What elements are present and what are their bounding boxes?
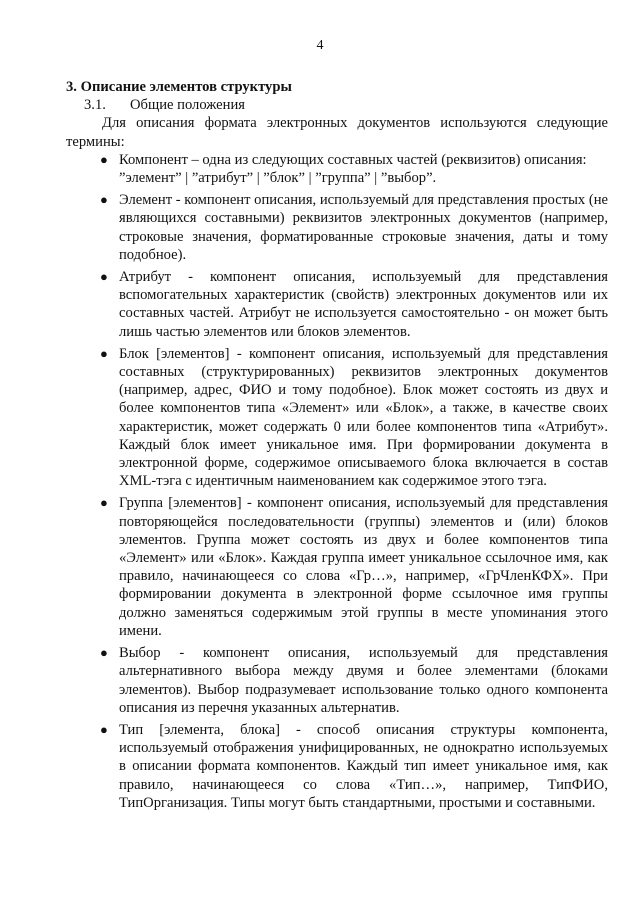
- bullet-icon: ●: [100, 151, 108, 167]
- term-text: Группа [элементов] - компонент описания, используемый для представления повторяющейся последовательности (группы) элементов и (или) блоков элементов. Группа может состоять из двух и более компонентов типа «Элемент» или «Блок». Каждая группа имеет уникальное ссылочное имя, как правило, начинающееся со слова «Гр…», например, «ГрЧленКФХ». При формировании документа в электронной форме ссылочное имя группы должно заменяться содержимым этой группы в месте упоминания этого имени.: [119, 495, 608, 639]
- bullet-icon: ●: [100, 721, 108, 737]
- term-text: Элемент - компонент описания, используемый для представления простых (не являющихся составными) реквизитов электронных документов (например, строковые значения, форматированные строковые значения, даты и тому подобное).: [119, 192, 608, 263]
- term-text: Тип [элемента, блока] - способ описания структуры компонента, используемый отображения унифицированных, не однократно используемых в описании формата компонентов. Каждый тип имеет уникальное имя, как правило, начинающееся со слова «Тип…», например, ТипФИО, ТипОрганизация. Типы могут быть стандартными, простыми и составными.: [119, 721, 608, 811]
- bullet-icon: ●: [100, 345, 108, 361]
- bullet-icon: ●: [100, 495, 108, 511]
- term-item-choice: [66, 644, 608, 717]
- term-text: Компонент – одна из следующих составных частей (реквизитов) описания:: [119, 151, 587, 168]
- terms-list: [66, 151, 608, 812]
- term-item-group: [66, 494, 608, 640]
- term-item-type: [66, 721, 608, 812]
- term-text: Выбор - компонент описания, используемый для представления альтернативного выбора между двумя и более элементами (блоками элементов). Выбор подразумевает использование только одного компонента описания из перечня указанных альтернатив.: [119, 645, 608, 716]
- term-text-continuation: ”элемент” | ”атрибут” | ”блок” | ”группа” | ”выбор”.: [119, 170, 437, 187]
- subsection-number: 3.1.: [84, 97, 106, 114]
- term-item-attribute: [66, 268, 608, 341]
- section-content: [66, 78, 608, 816]
- page-number: 4: [316, 38, 324, 53]
- subsection-title: Общие положения: [130, 97, 245, 114]
- section-heading: 3. Описание элементов структуры: [66, 79, 292, 95]
- bullet-icon: ●: [100, 269, 108, 285]
- term-item-element: [66, 191, 608, 264]
- intro-paragraph: Для описания формата электронных документов используются следующие термины:: [66, 115, 608, 150]
- term-text: Блок [элементов] - компонент описания, используемый для представления составных (структурированных) реквизитов электронных документов (например, адрес, ФИО и тому подобное). Блок может состоять из двух и более компонентов типа «Элемент» или «Блок», а также, в качестве своих характеристик, может содержать 0 или более компонентов типа «Атрибут». Каждый блок имеет уникальное имя. При формировании документа в электронной форме, содержимое описываемого блока включается в состав XML-тэга с идентичным наименованием как содержимое этого тэга.: [119, 345, 608, 490]
- subsection-heading: [84, 96, 608, 114]
- term-item-component: [66, 151, 608, 187]
- term-text: Атрибут - компонент описания, используемый для представления вспомогательных характеристик (свойств) электронных документов или их составных частей. Атрибут не используется самостоятельно - он может быть лишь частью элементов или блоков элементов.: [119, 269, 608, 340]
- term-item-block: [66, 345, 608, 491]
- bullet-icon: ●: [100, 645, 108, 661]
- bullet-icon: ●: [100, 192, 108, 208]
